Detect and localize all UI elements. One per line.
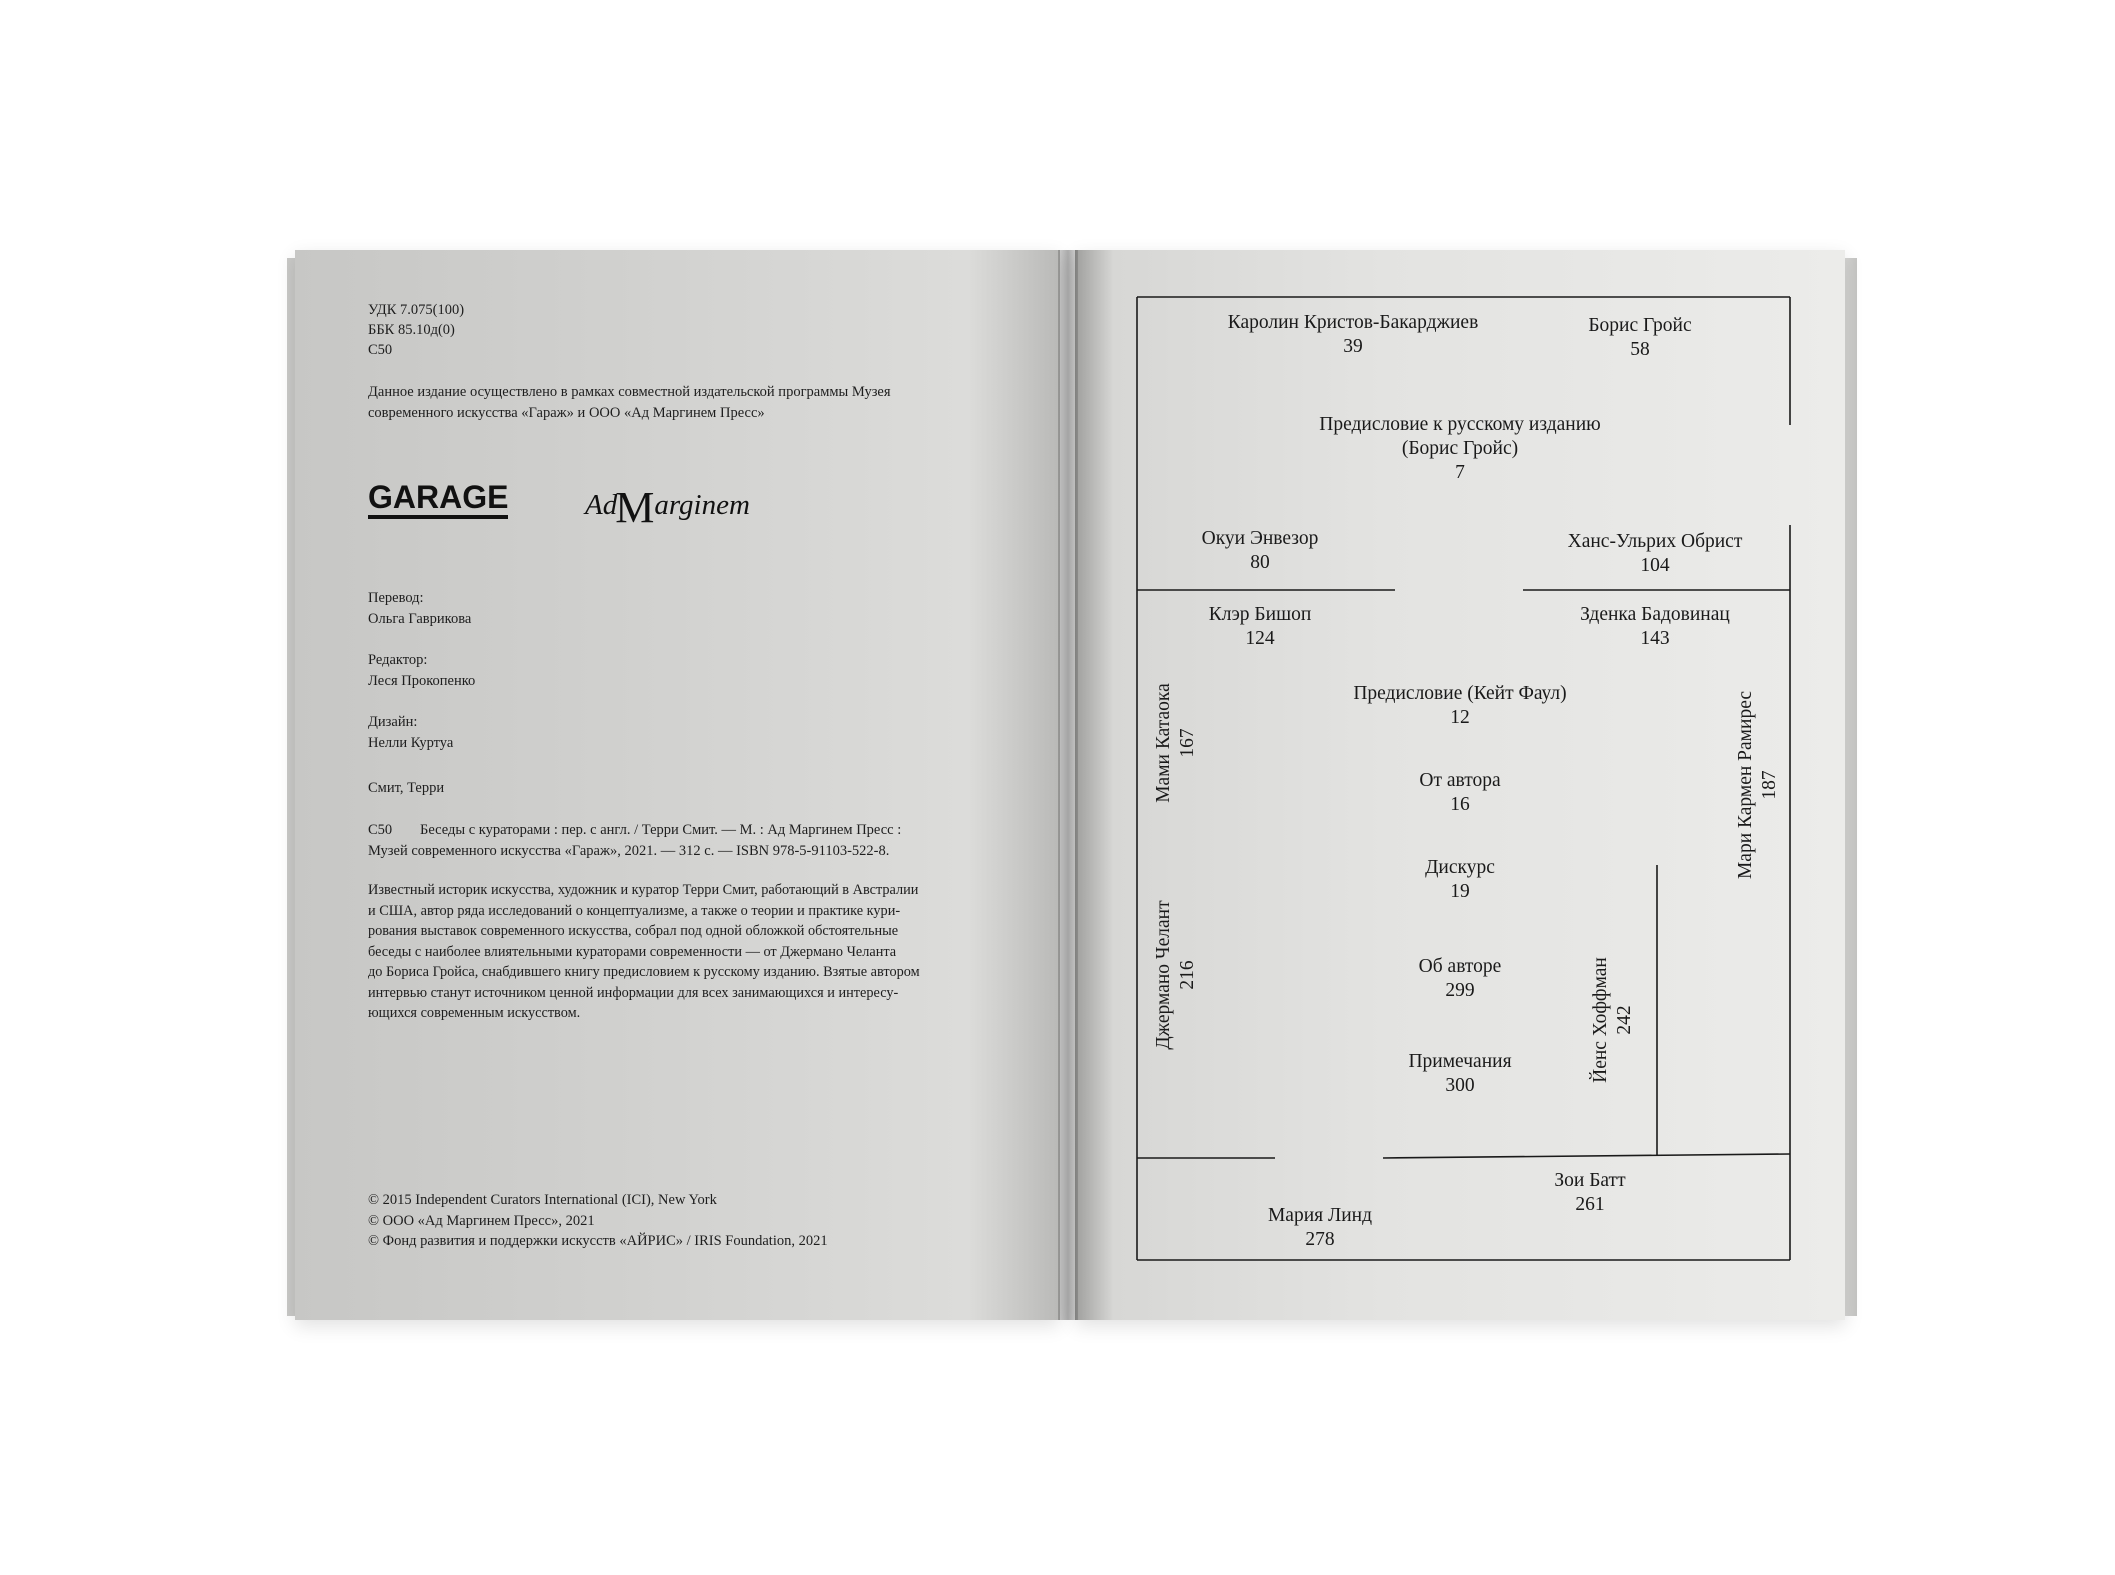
entry-name: Мари Кармен Рамирес: [1735, 690, 1756, 880]
program-note-line: Данное издание осуществлено в рамках совместной издательской программы Музея: [368, 384, 891, 400]
catalog-line-1: Беседы с кураторами : пер. с англ. / Терри Смит. — М. : Ад Маргинем Пресс :: [420, 822, 902, 838]
entry-name: Зои Батт: [1554, 1170, 1626, 1191]
credit-role: Перевод:: [368, 590, 424, 606]
entry-page: 167: [1177, 728, 1198, 758]
entry-name: Предисловие (Кейт Фаул): [1353, 683, 1567, 704]
annotation-line: беседы с наиболее влиятельными кураторами современности — от Джермано Челанта: [368, 943, 897, 960]
entry-name: От автора: [1419, 770, 1501, 791]
entry-name: Об авторе: [1418, 956, 1502, 977]
entry-preface-ru: [1280, 413, 1640, 485]
entry-name: Мария Линд: [1267, 1205, 1373, 1226]
entry-page: 299: [1445, 980, 1475, 1001]
bbk-line: ББК 85.10д(0): [368, 322, 455, 338]
entry-obrist: [1540, 530, 1770, 578]
author-heading: Смит, Терри: [368, 780, 445, 796]
frame-line: [1383, 1154, 1790, 1158]
entry-page: 104: [1640, 555, 1670, 576]
entry-name: Зденка Бадовинац: [1580, 604, 1730, 625]
credit-name: Нелли Куртуа: [368, 734, 454, 751]
entry-page: 19: [1450, 881, 1470, 902]
entry-about-author: [1360, 955, 1560, 1003]
annotation-line: ющихся современным искусством.: [368, 1005, 581, 1021]
copyright-line: © 2015 Independent Curators International (ICI), New York: [368, 1192, 717, 1208]
entry-name: Окуи Энвезор: [1201, 528, 1319, 549]
annotation-line: до Бориса Гройса, снабдившего книгу предисловием к русскому изданию. Взятые автором: [368, 964, 920, 980]
entry-page: 187: [1759, 770, 1780, 800]
entry-page: 278: [1305, 1229, 1335, 1250]
entry-notes: [1360, 1050, 1560, 1098]
entry-name: Примечания: [1408, 1051, 1512, 1072]
catalog-code-line: С50: [368, 342, 393, 358]
entry-name: Мами Катаока: [1153, 683, 1174, 803]
entry-line: Предисловие к русскому изданию: [1319, 414, 1601, 435]
credit-name: Леся Прокопенко: [368, 672, 476, 689]
entry-page: 143: [1640, 628, 1670, 649]
entry-name: Йенс Хоффман: [1590, 957, 1611, 1083]
annotation-line: Известный историк искусства, художник и куратор Терри Смит, работающий в Австралии: [368, 882, 919, 898]
credit-role: Дизайн:: [368, 714, 418, 730]
entry-preface-fowle: [1310, 682, 1610, 730]
entry-name: Джермано Челант: [1153, 900, 1174, 1050]
program-note-line: современного искусства «Гараж» и ООО «Ад Маргинем Пресс»: [368, 404, 765, 421]
entry-name: Клэр Бишоп: [1208, 604, 1312, 625]
catalog-line-2: Музей современного искусства «Гараж», 2021. — 312 с. — ISBN 978-5-91103-522-8.: [368, 843, 890, 859]
entry-christov: [1183, 311, 1523, 359]
entry-ramirez: [1734, 655, 1782, 915]
udk-line: УДК 7.075(100): [368, 302, 465, 318]
entry-page: 39: [1343, 336, 1363, 357]
entry-butt: [1510, 1169, 1670, 1217]
entry-lind: [1240, 1204, 1400, 1252]
logo-ad: Ad: [585, 489, 618, 521]
annotation-line: и США, автор ряда исследований о концептуализме, а также о теории и практике кури-: [368, 902, 901, 919]
copyright-line: © Фонд развития и поддержки искусств «АЙРИС» / IRIS Foundation, 2021: [368, 1233, 828, 1249]
annotation-line: рования выставок современного искусства, собрал под одной обложкой обстоятельные: [368, 923, 899, 939]
entry-kataoka: [1152, 658, 1200, 828]
entry-celant: [1152, 875, 1200, 1075]
entry-page: 58: [1630, 339, 1650, 360]
entry-page: 7: [1455, 462, 1465, 483]
catalog-code: С50: [368, 822, 393, 838]
logo-m: M: [615, 483, 655, 532]
garage-logo: GARAGE: [368, 480, 508, 519]
entry-enwezor: [1160, 527, 1360, 575]
entry-name: Борис Гройс: [1588, 315, 1692, 336]
entry-name: Ханс-Ульрих Обрист: [1567, 531, 1743, 552]
annotation-line: интервью станут источником ценной информации для всех занимающихся и интересу-: [368, 984, 899, 1001]
copyright-line: © ООО «Ад Маргинем Пресс», 2021: [368, 1212, 595, 1229]
credit-name: Ольга Гаврикова: [368, 610, 472, 627]
entry-bishop: [1170, 603, 1350, 651]
entry-line: (Борис Гройс): [1401, 438, 1519, 459]
entry-page: 124: [1245, 628, 1275, 649]
entry-groys: [1540, 314, 1740, 362]
entry-discourse: [1360, 856, 1560, 904]
entry-name: Каролин Кристов-Бакарджиев: [1227, 312, 1479, 333]
entry-page: 216: [1177, 960, 1198, 990]
entry-page: 261: [1575, 1194, 1605, 1215]
entry-page: 300: [1445, 1075, 1475, 1096]
entry-page: 242: [1614, 1005, 1635, 1035]
entry-page: 80: [1250, 552, 1270, 573]
entry-badovinac: [1540, 603, 1770, 651]
entry-from-author: [1360, 769, 1560, 817]
entry-page: 12: [1450, 707, 1470, 728]
credit-role: Редактор:: [368, 652, 428, 668]
entry-name: Дискурс: [1425, 857, 1495, 878]
entry-page: 16: [1450, 794, 1470, 815]
logo-arginem: arginem: [654, 489, 750, 521]
entry-hoffmann: [1589, 925, 1637, 1115]
